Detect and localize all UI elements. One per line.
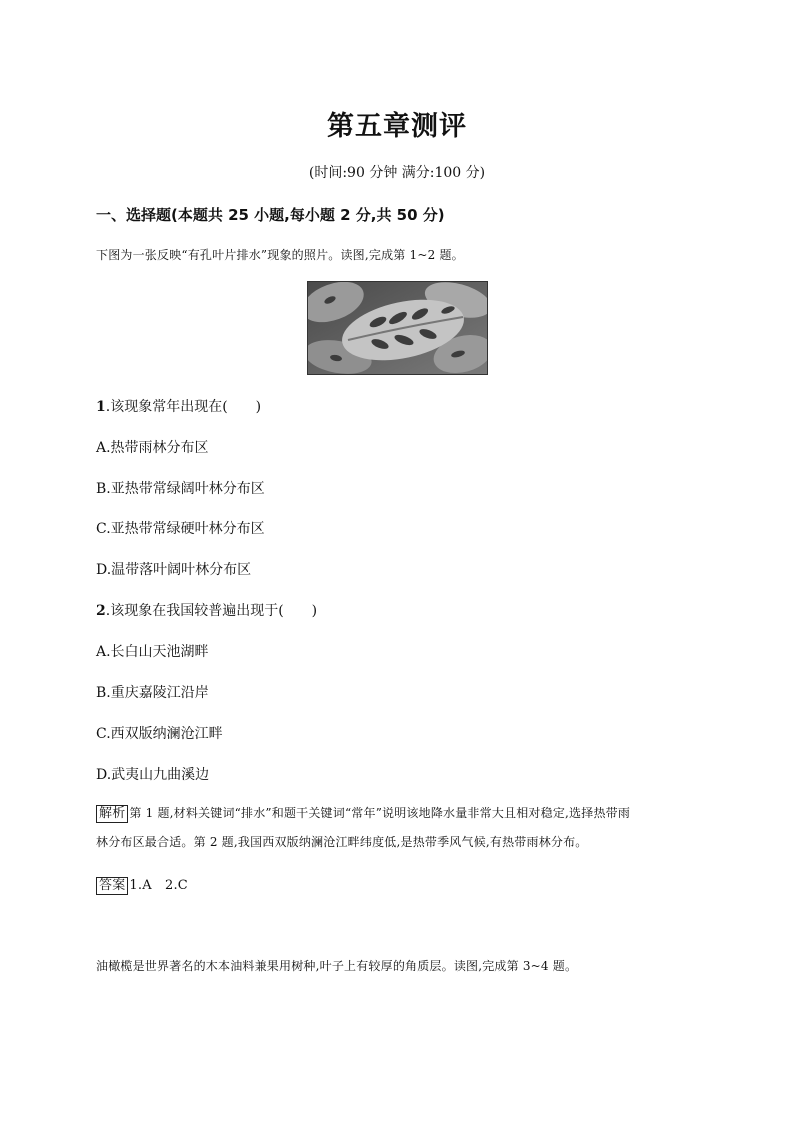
question-2-stem: 2.该现象在我国较普遍出现于( ) [96,603,318,619]
question-1-option-d: D.温带落叶阔叶林分布区 [96,562,252,578]
section-heading: 一、选择题(本题共 25 小题,每小题 2 分,共 50 分) [96,206,445,224]
analysis-tag: 解析 [96,805,128,823]
exam-info: (时间:90 分钟 满分:100 分) [308,165,486,181]
answer-line: 答案 1.A 2.C [96,874,188,895]
question-2-option-b: B.重庆嘉陵江沿岸 [96,685,209,701]
leaf-photo [307,281,488,375]
page-title: 第五章测评 [327,111,467,142]
question-1-option-a: A.热带雨林分布区 [96,440,209,456]
answer-tag: 答案 [96,877,128,895]
question-2-option-c: C.西双版纳澜沧江畔 [96,726,223,742]
analysis-line-2: 林分布区最合适。第 2 题,我国西双版纳澜沧江畔纬度低,是热带季风气候,有热带雨林分布。 [96,835,588,849]
intro-text-q1-2: 下图为一张反映“有孔叶片排水”现象的照片。读图,完成第 1~2 题。 [96,248,464,262]
question-2-option-a: A.长白山天池湖畔 [96,644,209,660]
leaf-photo-graphic [308,282,487,374]
analysis-line-1: 解析 第 1 题,材料关键词“排水”和题干关键词“常年”说明该地降水量非常大且相对稳定,选择热带雨 [96,804,630,823]
question-1-option-b: B.亚热带常绿阔叶林分布区 [96,481,265,497]
question-1-stem: 1.该现象常年出现在( ) [96,399,262,415]
question-2-option-d: D.武夷山九曲溪边 [96,767,210,783]
intro-text-q3-4: 油橄榄是世界著名的木本油料兼果用树种,叶子上有较厚的角质层。读图,完成第 3~4 题。 [96,959,578,973]
question-1-option-c: C.亚热带常绿硬叶林分布区 [96,521,265,537]
